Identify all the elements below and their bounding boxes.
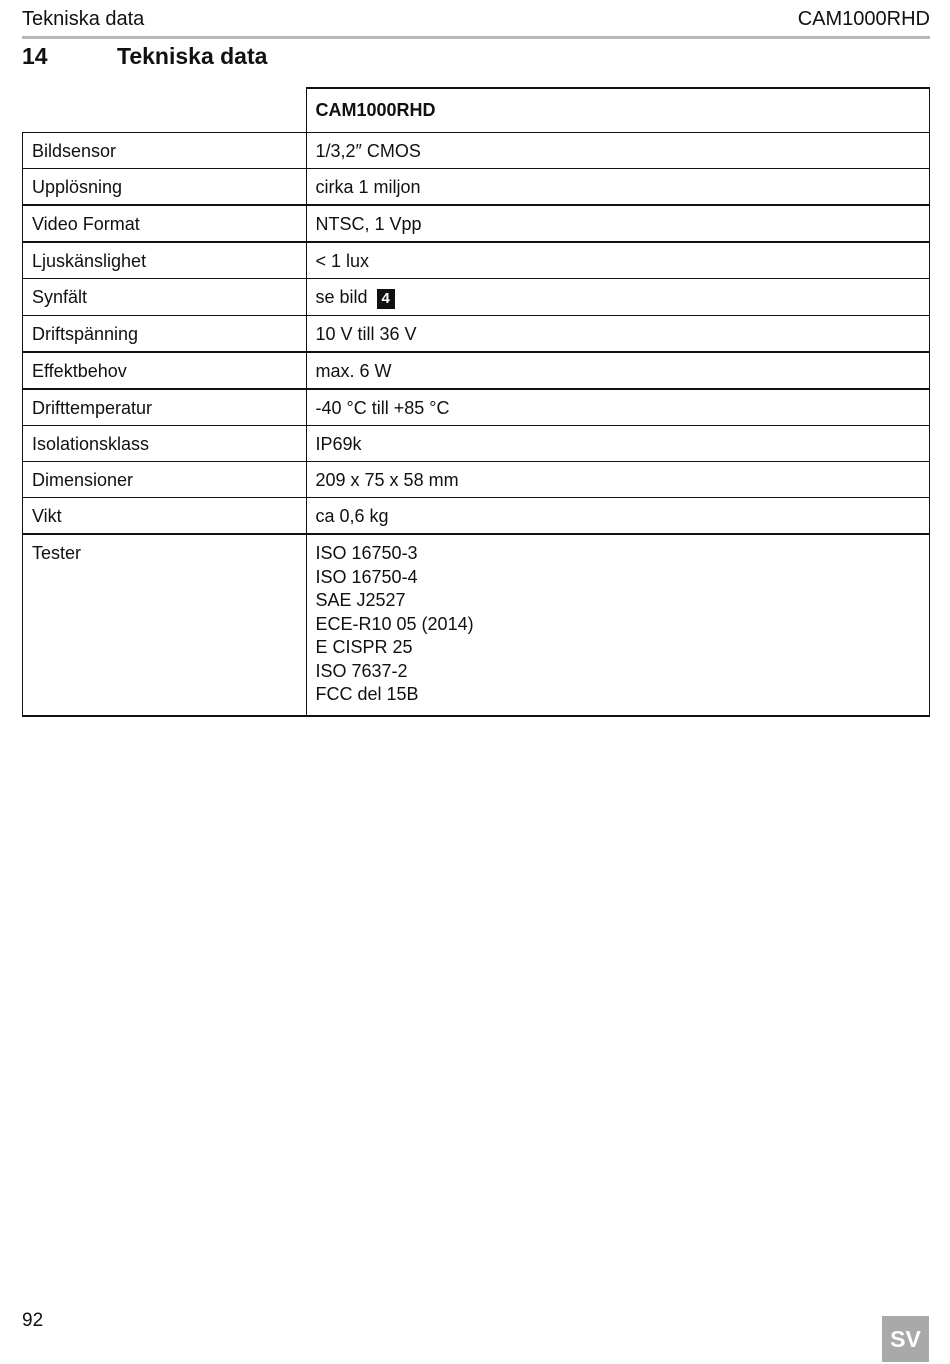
model-header-cell: CAM1000RHD <box>306 88 930 133</box>
spec-value: < 1 lux <box>306 242 930 279</box>
page-number: 92 <box>22 1310 44 1331</box>
spec-value: 10 V till 36 V <box>306 316 930 353</box>
chapter-number: 14 <box>22 43 48 69</box>
chapter-heading <box>22 43 267 70</box>
spec-value: IP69k <box>306 426 930 462</box>
table-row <box>23 242 930 279</box>
test-standard: ECE-R10 05 (2014) <box>315 613 474 634</box>
spec-value: -40 °C till +85 °C <box>306 389 930 426</box>
spec-label: Bildsensor <box>23 133 307 169</box>
header-product-name: CAM1000RHD <box>797 8 930 30</box>
table-row <box>23 426 930 462</box>
table-row <box>23 279 930 316</box>
spec-label: Vikt <box>23 498 307 535</box>
spec-label: Ljuskänslighet <box>23 242 307 279</box>
test-standard: E CISPR 25 <box>315 637 413 657</box>
test-standard: ISO 7637-2 <box>315 660 408 681</box>
spec-value: ca 0,6 kg <box>306 498 930 535</box>
table-row-tests <box>23 534 930 716</box>
test-standard: ISO 16750-4 <box>315 566 418 587</box>
spec-label: Isolationsklass <box>23 426 307 462</box>
spec-label: Video Format <box>23 205 307 242</box>
spec-table <box>22 87 930 717</box>
spec-label: Drifttemperatur <box>23 389 307 426</box>
spec-label: Driftspänning <box>23 316 307 353</box>
spec-value: max. 6 W <box>306 352 930 389</box>
table-row <box>23 498 930 535</box>
test-standard: SAE J2527 <box>315 590 406 610</box>
table-corner-cell <box>23 88 307 133</box>
spec-value-tests <box>306 534 930 716</box>
spec-value-text: se bild <box>315 287 368 307</box>
spec-value: 1/3,2″ CMOS <box>306 133 930 169</box>
spec-value <box>306 279 930 316</box>
table-row <box>23 205 930 242</box>
language-badge: SV <box>882 1316 929 1362</box>
table-row <box>23 316 930 353</box>
spec-value: 209 x 75 x 58 mm <box>306 462 930 498</box>
spec-value: NTSC, 1 Vpp <box>306 205 930 242</box>
spec-label: Effektbehov <box>23 352 307 389</box>
spec-label: Tester <box>23 534 307 716</box>
page-header <box>22 6 930 39</box>
header-section-title: Tekniska data <box>22 8 145 30</box>
spec-label: Synfält <box>23 279 307 316</box>
spec-label: Dimensioner <box>23 462 307 498</box>
test-standard: FCC del 15B <box>315 684 419 704</box>
table-row <box>23 133 930 169</box>
chapter-title: Tekniska data <box>117 43 268 69</box>
test-standard: ISO 16750-3 <box>315 543 418 563</box>
table-row <box>23 169 930 206</box>
spec-value: cirka 1 miljon <box>306 169 930 206</box>
table-row <box>23 389 930 426</box>
table-header-row <box>23 88 930 133</box>
table-row <box>23 352 930 389</box>
spec-label: Upplösning <box>23 169 307 206</box>
table-row <box>23 462 930 498</box>
figure-reference-badge: 4 <box>377 289 395 309</box>
